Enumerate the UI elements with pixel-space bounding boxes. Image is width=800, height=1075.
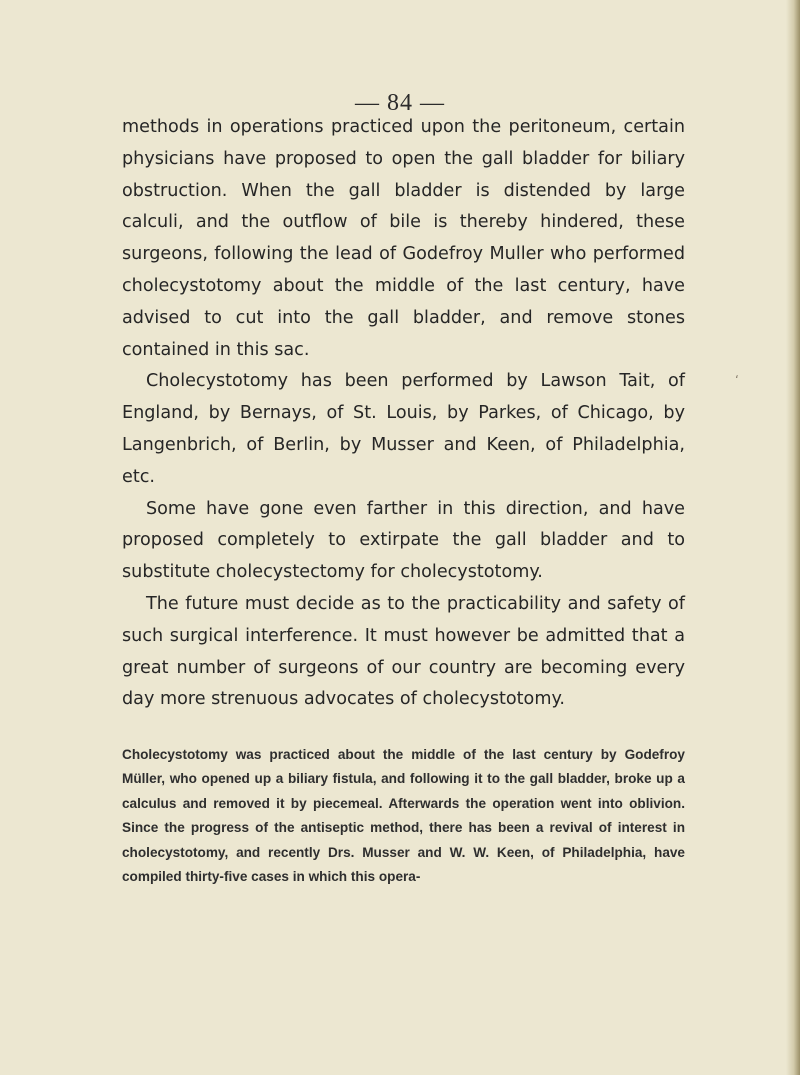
main-text — [122, 112, 685, 716]
paragraph-4: The future must decide as to the practicability and safety of such surgical interference. It must however be admitted that a great number of surgeons of our country are becoming every day more strenuous advocates of cholecystotomy. — [122, 593, 685, 710]
paragraph-3: Some have gone even farther in this direction, and have proposed completely to extirpate the gall bladder and to substitute cholecystectomy for cholecystotomy. — [122, 498, 685, 583]
page-edge-shadow — [786, 0, 800, 1075]
page-number: — 84 — — [355, 90, 445, 116]
paragraph-2: Cholecystotomy has been performed by Lawson Tait, of England, by Bernays, of St. Louis, by Parkes, of Chicago, by Langenbrich, of Berlin, by Musser and Keen, of Philadelphia, etc. — [122, 371, 685, 487]
footnote: Cholecystotomy was practiced about the middle of the last century by Godefroy Müller, who opened up a biliary fistula, and following it to the gall bladder, broke up a calculus and removed it by piecemeal. Afterwards the operation went into oblivion. Since the progress of the antiseptic method, there has been a revival of interest in cholecystotomy, and recently Drs. Musser and W. W. Keen, of Philadelphia, have compiled thirty-five cases in which this opera- — [122, 747, 685, 885]
margin-speck: ʻ — [735, 373, 739, 387]
paragraph-1: methods in operations practiced upon the peritoneum, certain physicians have proposed to open the gall bladder for biliary obstruction. When the gall bladder is distended by large calculi, and the outflow of bile is thereby hindered, these surgeons, following the lead of Godefroy Muller who performed cholecystotomy about the middle of the last century, have advised to cut into the gall bladder, and remove stones contained in this sac. — [122, 117, 685, 360]
